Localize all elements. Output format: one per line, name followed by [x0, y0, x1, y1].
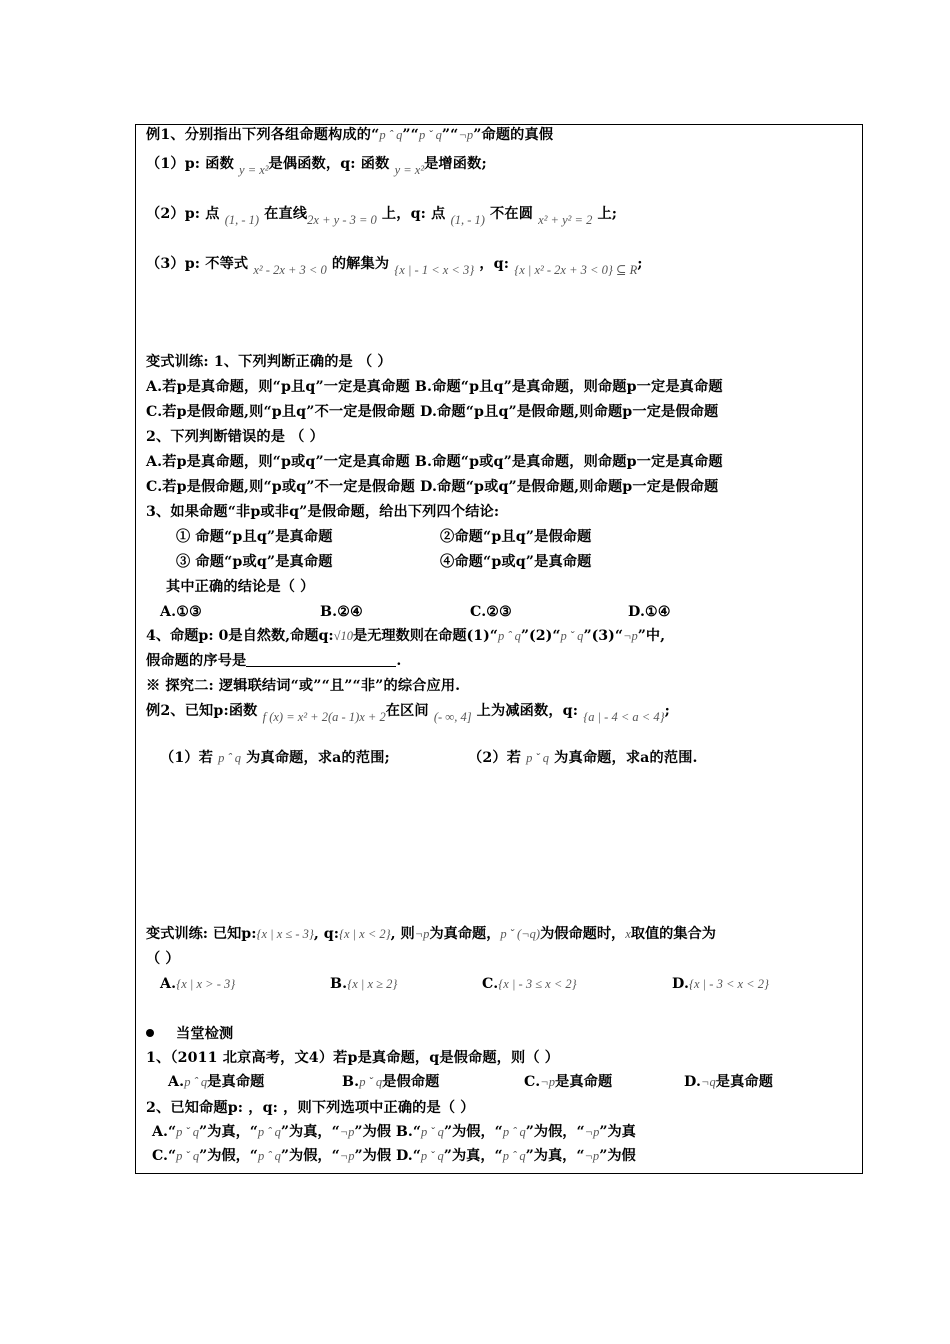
drill-q4-answer-line: 假命题的序号是 .	[146, 653, 402, 669]
example1-item2: （2）p: 点 (1, - 1) 在直线2x + y - 3 = 0 上，q: 点 (1, - 1) 不在圆 x² + y² = 2 上;	[146, 206, 618, 227]
drill-q1-options-ab: A.若p是真命题，则“p且q”一定是真命题 B.命题“p且q”是真命题，则命题p一定是真命题	[146, 379, 723, 395]
check-q2-options-ab: A.“p ˇ q”为真，“p ˆ q”为真，“¬p”为假 B.“p ˇ q”为假，“p ˆ q”为假，“¬p”为真	[152, 1124, 636, 1140]
drill2-statement: 变式训练: 已知p:{x | x ≤ - 3}, q:{x | x < 2}, 则¬p为真命题，p ˇ (¬q)为假命题时，x取值的集合为	[146, 926, 716, 942]
drill-q3-conclusion-2: ②命题“p且q”是假命题	[440, 529, 592, 545]
answer-blank[interactable]	[246, 652, 396, 667]
example2-statement: 例2、已知p:函数 f (x) = x² + 2(a - 1)x + 2在区间 (- ∞, 4] 上为减函数，q: {a | - 4 < a < 4};	[146, 703, 670, 724]
drill2-paren: （ ）	[146, 951, 180, 967]
example1-item1: （1）p: 函数 y = x²是偶函数，q: 函数 y = x²是增函数;	[146, 156, 487, 177]
drill2-option-a: A.{x | x > - 3}	[160, 976, 236, 992]
bullet-icon	[146, 1029, 154, 1037]
check-q2-options-cd: C.“p ˇ q”为假，“p ˆ q”为假，“¬p”为假 D.“p ˇ q”为真，“p ˆ q”为真，“¬p”为假	[152, 1148, 636, 1164]
check-q1-option-b: B.p ˇ q是假命题	[342, 1074, 440, 1090]
drill-q3-conclusion-1: ① 命题“p且q”是真命题	[176, 529, 333, 545]
drill-q3-conclusion-3: ③ 命题“p或q”是真命题	[176, 554, 333, 570]
drill-q1: 变式训练: 1、下列判断正确的是 （ ）	[146, 354, 392, 370]
drill-q3-option-d: D.①④	[628, 604, 671, 620]
check-q1-option-c: C.¬p是真命题	[524, 1074, 613, 1090]
check-q2: 2、已知命题p: ，q: ，则下列选项中正确的是（ ）	[146, 1100, 475, 1116]
check-heading: 当堂检测	[146, 1024, 233, 1044]
check-q1-option-d: D.¬q是真命题	[684, 1074, 774, 1090]
drill-q2: 2、下列判断错误的是 （ ）	[146, 429, 324, 445]
check-q1: 1、（2011 北京高考，文4）若p是真命题，q是假命题，则（ ）	[146, 1050, 560, 1066]
drill-q1-options-cd: C.若p是假命题,则“p且q”不一定是假命题 D.命题“p且q”是假命题,则命题p一定是假命题	[146, 404, 719, 420]
drill2-option-c: C.{x | - 3 ≤ x < 2}	[482, 976, 577, 992]
drill-q2-options-ab: A.若p是真命题，则“p或q”一定是真命题 B.命题“p或q”是真命题，则命题p一定是真命题	[146, 454, 723, 470]
drill-q3-option-b: B.②④	[320, 604, 363, 620]
drill-q3: 3、如果命题“非p或非q”是假命题，给出下列四个结论:	[146, 504, 500, 520]
example1-heading: 例1、分别指出下列各组命题构成的“p ˆ q”“p ˇ q”“¬p”命题的真假	[146, 127, 554, 143]
drill-q3-option-c: C.②③	[470, 604, 513, 620]
drill-q2-options-cd: C.若p是假命题,则“p或q”不一定是假命题 D.命题“p或q”是假命题,则命题p一定是假命题	[146, 479, 719, 495]
example2-sub1: （1）若 p ˆ q 为真命题，求a的范围;	[160, 750, 390, 766]
content-frame	[135, 124, 863, 1174]
drill-q3-conclusion-4: ④命题“p或q”是真命题	[440, 554, 592, 570]
drill2-option-b: B.{x | x ≥ 2}	[330, 976, 398, 992]
drill-q3-option-a: A.①③	[160, 604, 202, 620]
explore2-title: ※ 探究二: 逻辑联结词“或”“且”“非”的综合应用.	[146, 678, 461, 694]
drill2-option-d: D.{x | - 3 < x < 2}	[672, 976, 769, 992]
drill-q4: 4、命题p: 0是自然数,命题q:√10是无理数则在命题(1)“p ˆ q”(2)“p ˇ q”(3)“¬p”中,	[146, 628, 666, 644]
example2-sub2: （2）若 p ˇ q 为真命题，求a的范围.	[468, 750, 698, 766]
drill-q3-ask: 其中正确的结论是（ ）	[166, 579, 315, 595]
check-q1-option-a: A.p ˆ q是真命题	[168, 1074, 265, 1090]
example1-item3: （3）p: 不等式 x² - 2x + 3 < 0 的解集为 {x | - 1 < x < 3} ，q: {x | x² - 2x + 3 < 0} ⊆ R;	[146, 256, 643, 277]
